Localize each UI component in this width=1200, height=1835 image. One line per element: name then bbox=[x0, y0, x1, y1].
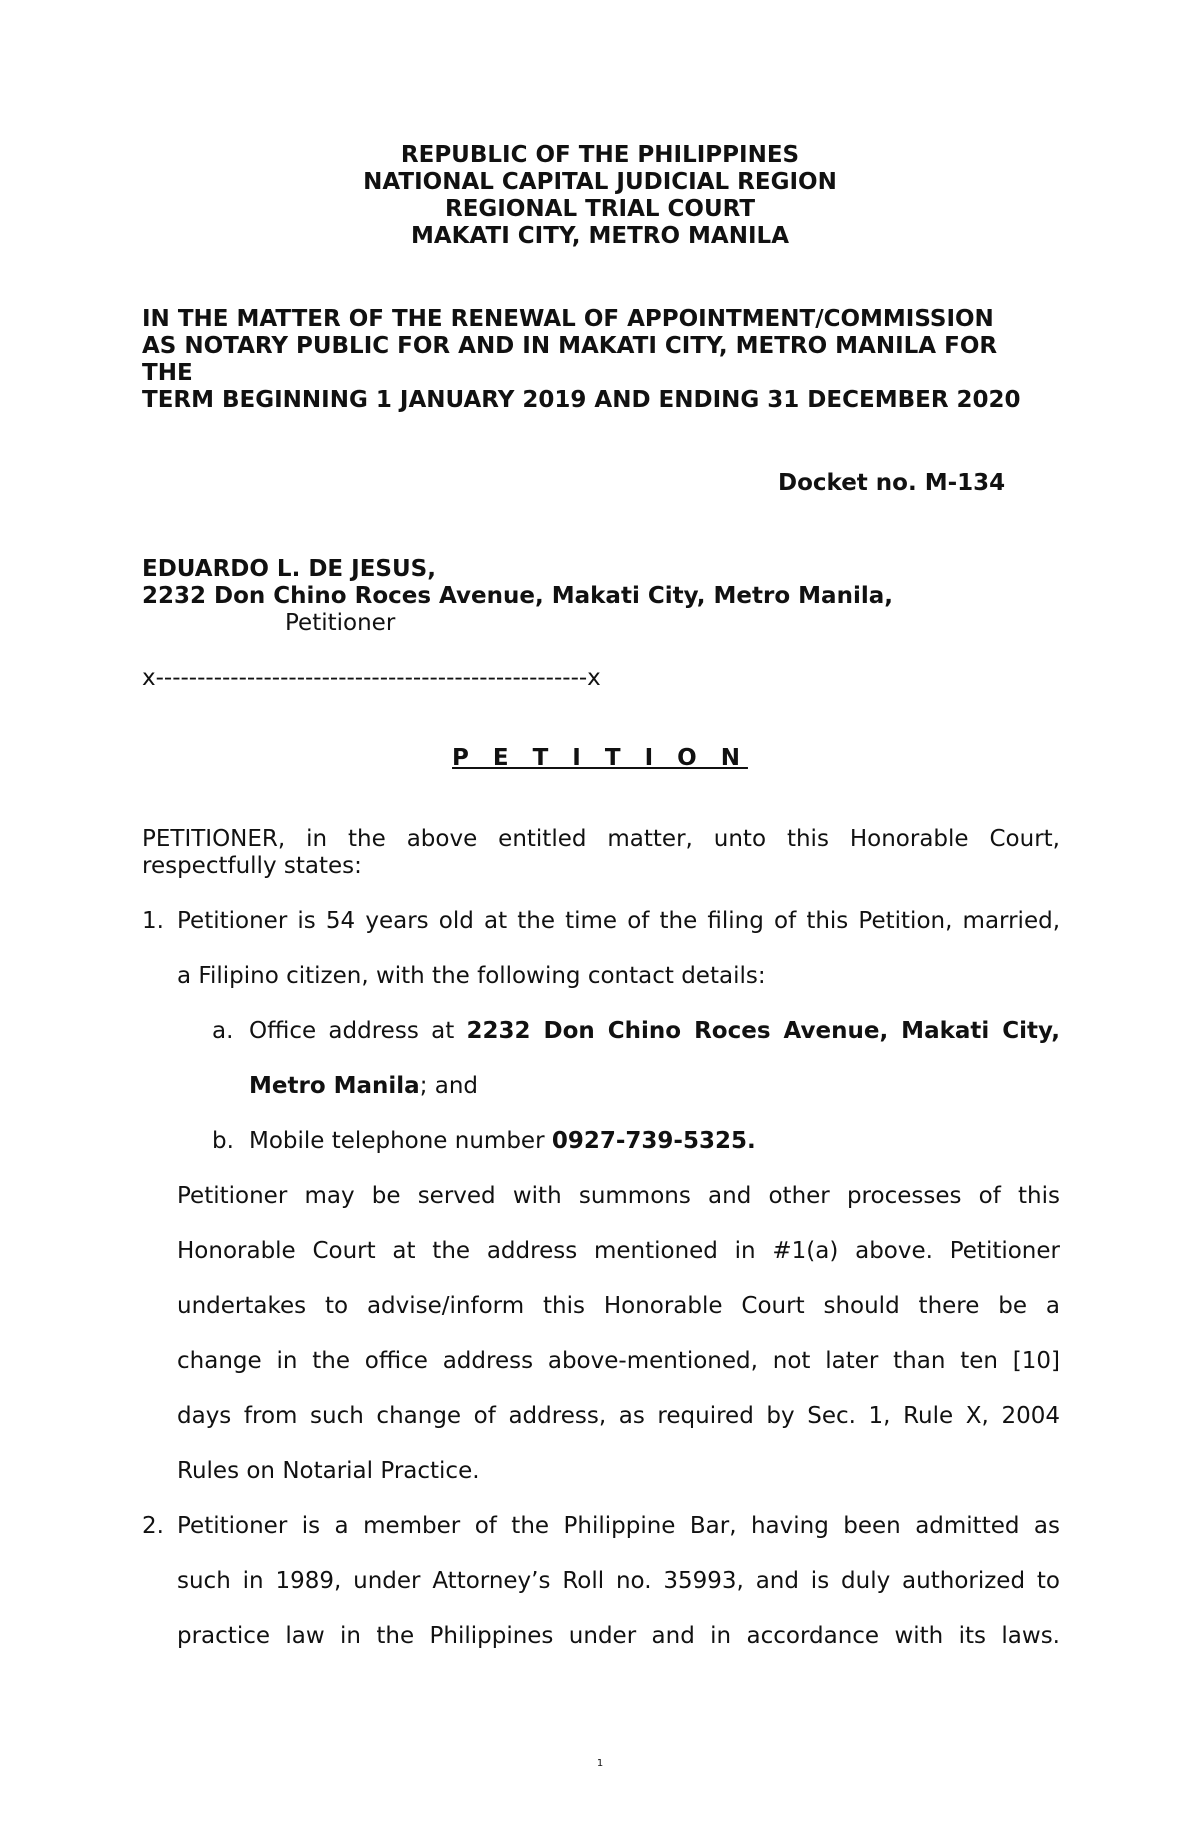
petitioner-name: EDUARDO L. DE JESUS, bbox=[142, 556, 436, 582]
page-number: 1 bbox=[596, 1758, 604, 1769]
item-1a-address-bold: 2232 Don Chino Roces Avenue, Makati City, bbox=[466, 1018, 1060, 1044]
item-1b-line bbox=[249, 1128, 756, 1155]
item-2-line-2: such in 1989, under Attorney’s Roll no. 35993, and is duly authorized to bbox=[177, 1568, 1060, 1594]
case-caption bbox=[142, 306, 1082, 414]
caption-line-4: TERM BEGINNING 1 JANUARY 2019 AND ENDING 31 DECEMBER 2020 bbox=[142, 387, 1021, 413]
item-1b-label: b. bbox=[212, 1128, 234, 1154]
item-1a-suffix: ; and bbox=[419, 1073, 479, 1099]
item-1b-phone-bold: 0927-739-5325. bbox=[551, 1128, 756, 1154]
document-title bbox=[0, 745, 1200, 772]
item-2-number: 2. bbox=[142, 1513, 164, 1539]
item-1a-city-bold: Metro Manila bbox=[249, 1073, 420, 1099]
document-title-text: P E T I T I O N bbox=[452, 745, 748, 771]
item-1a-label: a. bbox=[212, 1018, 234, 1044]
header-line-republic: REPUBLIC OF THE PHILIPPINES bbox=[400, 142, 800, 168]
item-1a-line-2 bbox=[249, 1073, 478, 1100]
item-1a-prefix: Office address at bbox=[249, 1018, 467, 1044]
docket-number: Docket no. M-134 bbox=[778, 470, 1006, 496]
item-1-para-line-2: Honorable Court at the address mentioned in #1(a) above. Petitioner bbox=[177, 1238, 1060, 1264]
item-1-para-line-1: Petitioner may be served with summons and other processes of this bbox=[177, 1183, 1060, 1209]
header-line-city: MAKATI CITY, METRO MANILA bbox=[410, 223, 789, 249]
petitioner-address: 2232 Don Chino Roces Avenue, Makati City, Metro Manila, bbox=[142, 583, 893, 609]
item-1-para-line-6: Rules on Notarial Practice. bbox=[177, 1458, 480, 1484]
caption-separator: x----------------------------------------------------x bbox=[142, 665, 601, 691]
intro-line-2: respectfully states: bbox=[142, 853, 362, 879]
item-1a-line-1 bbox=[249, 1018, 1060, 1045]
court-header bbox=[0, 142, 1200, 250]
item-1b-prefix: Mobile telephone number bbox=[249, 1128, 552, 1154]
header-line-region: NATIONAL CAPITAL JUDICIAL REGION bbox=[363, 169, 837, 195]
item-1-line-1: Petitioner is 54 years old at the time of the filing of this Petition, married, bbox=[177, 908, 1060, 934]
item-2-line-1: Petitioner is a member of the Philippine Bar, having been admitted as bbox=[177, 1513, 1060, 1539]
caption-line-3: THE bbox=[142, 360, 193, 386]
caption-line-2: AS NOTARY PUBLIC FOR AND IN MAKATI CITY, METRO MANILA FOR bbox=[142, 333, 998, 359]
item-1-para-line-3: undertakes to advise/inform this Honorable Court should there be a bbox=[177, 1293, 1060, 1319]
item-1-para-line-5: days from such change of address, as required by Sec. 1, Rule X, 2004 bbox=[177, 1403, 1060, 1429]
petitioner-role: Petitioner bbox=[285, 610, 396, 636]
item-1-para-line-4: change in the office address above-mentioned, not later than ten [10] bbox=[177, 1348, 1060, 1374]
intro-line-1: PETITIONER, in the above entitled matter, unto this Honorable Court, bbox=[142, 826, 1060, 852]
item-2-line-3: practice law in the Philippines under and in accordance with its laws. bbox=[177, 1623, 1060, 1649]
item-1-line-2: a Filipino citizen, with the following contact details: bbox=[177, 963, 766, 989]
item-1-number: 1. bbox=[142, 908, 164, 934]
header-line-court: REGIONAL TRIAL COURT bbox=[444, 196, 756, 222]
caption-line-1: IN THE MATTER OF THE RENEWAL OF APPOINTMENT/COMMISSION bbox=[142, 306, 994, 332]
